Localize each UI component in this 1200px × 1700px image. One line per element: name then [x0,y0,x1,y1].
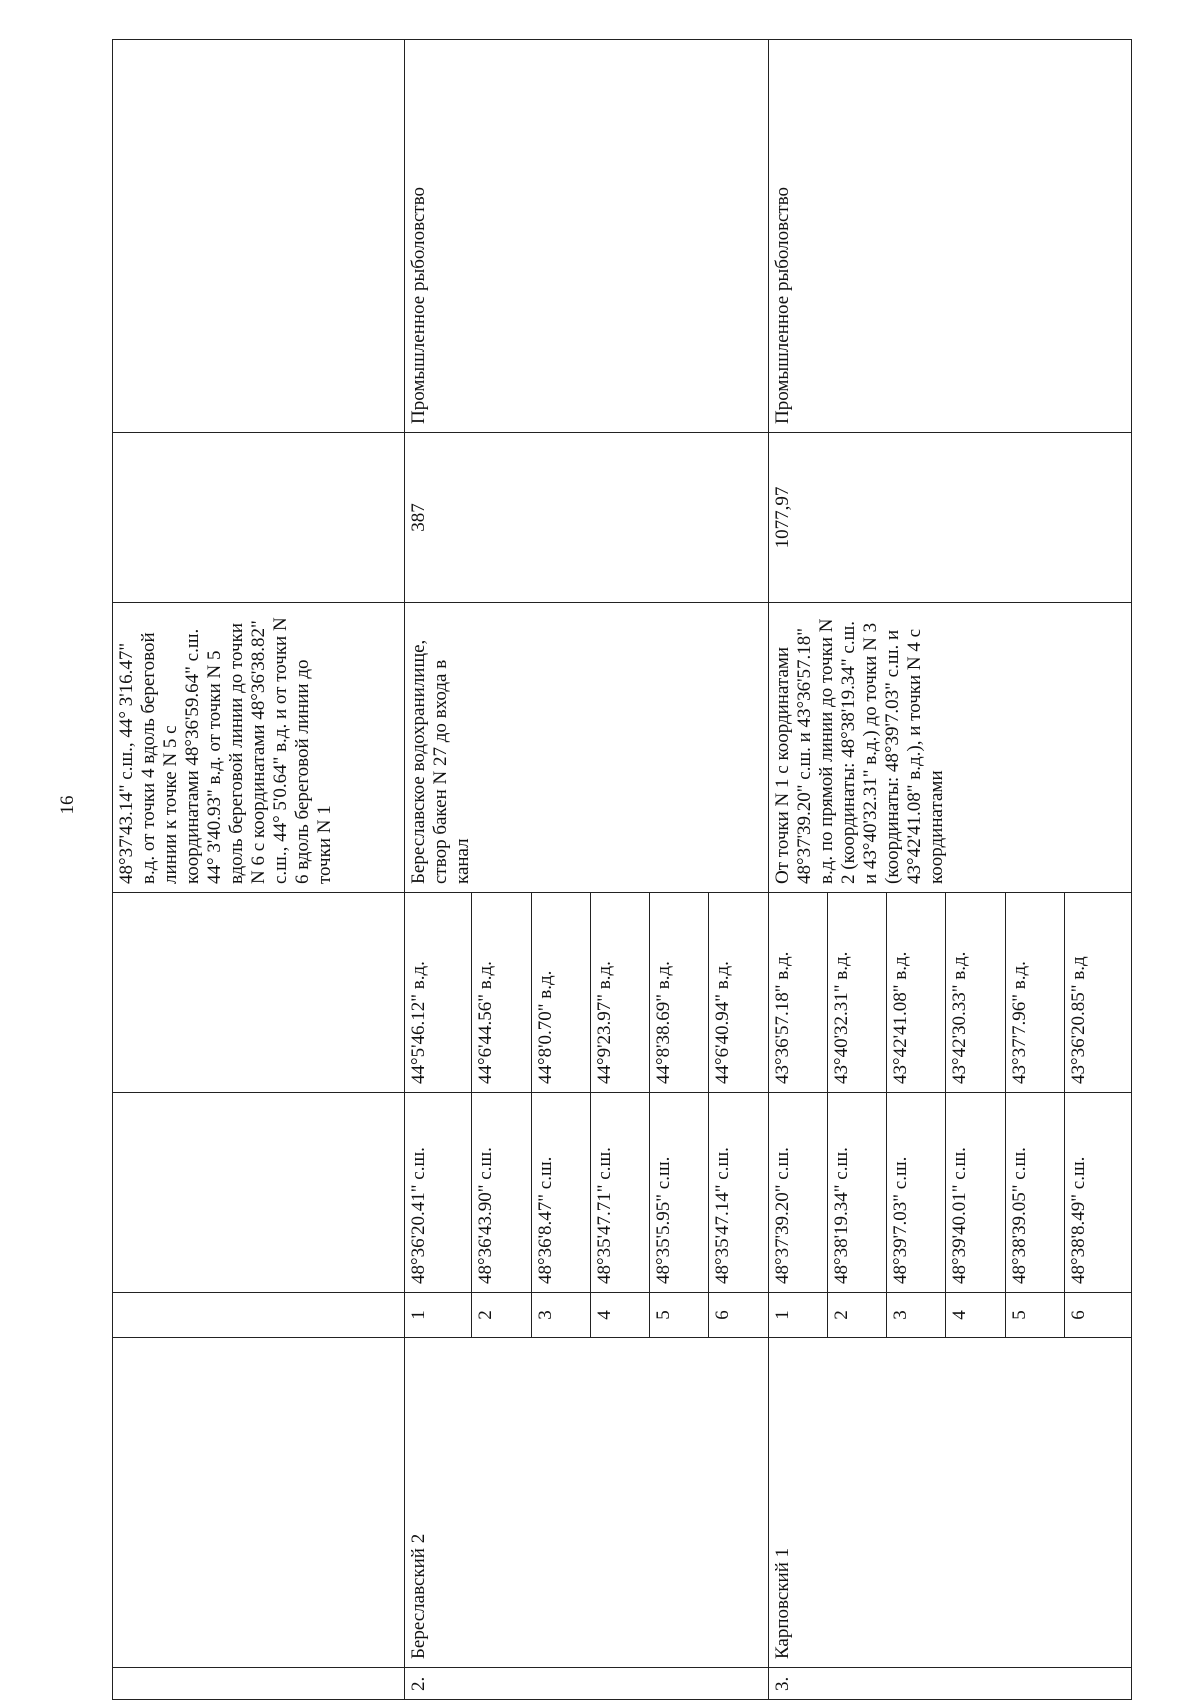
section-description: Береславское водохранилище, створ бакен N 27 до входа в канал [405,603,768,893]
point-latitude: 48°38'39.05" с.ш. [1005,1093,1064,1293]
point-latitude: 48°39'40.01" с.ш. [946,1093,1005,1293]
point-longitude: 43°37'7.96" в.д. [1005,893,1064,1093]
point-index: 3 [531,1293,590,1338]
point-index: 6 [1064,1293,1131,1338]
point-longitude: 44°9'23.97" в.д. [590,893,649,1093]
point-longitude: 44°5'46.12" в.д. [405,893,472,1093]
point-longitude: 43°36'57.18" в.д. [768,893,827,1093]
point-latitude: 48°37'39.20" с.ш. [768,1093,827,1293]
section-number: 2. [405,1668,768,1700]
point-index: 1 [405,1293,472,1338]
cell-empty [113,433,405,603]
point-longitude: 43°42'30.33" в.д. [946,893,1005,1093]
cell-empty [113,1338,405,1668]
point-latitude: 48°38'19.34" с.ш. [827,1093,886,1293]
cell-empty [113,1668,405,1700]
section-purpose: Промышленное рыболовство [768,40,1131,433]
section-area: 1077,97 [768,433,1131,603]
point-latitude: 48°35'47.14" с.ш. [709,1093,768,1293]
continuation-row [113,40,405,1700]
section-number: 3. [768,1668,1131,1700]
section-description: От точки N 1 с координатами 48°37'39.20" с.ш. и 43°36'57.18" в.д. по прямой линии до точки N 2 (координаты: 48°38'19.34" с.ш. и 43°40'32.31" в.д.) до точки N 3 (координаты: 48°39'7.03" с.ш. и 43°42'41.08" в.д.), и точки N 4 с координатами [768,603,1131,893]
cell-empty [113,1093,405,1293]
point-longitude: 44°6'40.94" в.д. [709,893,768,1093]
point-index: 5 [1005,1293,1064,1338]
point-latitude: 48°35'5.95" с.ш. [650,1093,709,1293]
point-index: 5 [650,1293,709,1338]
point-index: 2 [472,1293,531,1338]
point-longitude: 43°42'41.08" в.д. [887,893,946,1093]
point-latitude: 48°36'43.90" с.ш. [472,1093,531,1293]
point-latitude: 48°35'47.71" с.ш. [590,1093,649,1293]
cell-empty [113,893,405,1093]
table-row [768,40,827,1700]
cell-empty [113,1293,405,1338]
point-index: 3 [887,1293,946,1338]
table-row [405,40,472,1700]
point-index: 4 [946,1293,1005,1338]
section-area: 387 [405,433,768,603]
point-longitude: 44°8'38.69" в.д. [650,893,709,1093]
point-latitude: 48°39'7.03" с.ш. [887,1093,946,1293]
point-longitude: 44°8'0.70" в.д. [531,893,590,1093]
point-latitude: 48°36'20.41" с.ш. [405,1093,472,1293]
fishing-areas-table [112,39,1132,1700]
page-number: 16 [57,795,78,815]
point-longitude: 43°40'32.31" в.д. [827,893,886,1093]
point-index: 6 [709,1293,768,1338]
section-name: Карповский 1 [768,1338,1131,1668]
cell-empty [113,40,405,433]
point-index: 2 [827,1293,886,1338]
section-name: Береславский 2 [405,1338,768,1668]
point-latitude: 48°36'8.47" с.ш. [531,1093,590,1293]
section-purpose: Промышленное рыболовство [405,40,768,433]
point-index: 4 [590,1293,649,1338]
point-longitude: 44°6'44.56" в.д. [472,893,531,1093]
point-latitude: 48°38'8.49" с.ш. [1064,1093,1131,1293]
document-table-wrapper [112,40,1132,1700]
point-longitude: 43°36'20.85" в.д [1064,893,1131,1093]
point-index: 1 [768,1293,827,1338]
continuation-description: 48°37'43.14" с.ш., 44° 3'16.47" в.д. от точки 4 вдоль береговой линии к точке N 5 с координатами 48°36'59.64" с.ш. 44° 3'40.93" в.д. от точки N 5 вдоль береговой линии до точки N 6 с координатами 48°36'38.82" с.ш., 44° 5'0.64" в.д. и от точки N 6 вдоль береговой линии до точки N 1 [113,603,405,893]
